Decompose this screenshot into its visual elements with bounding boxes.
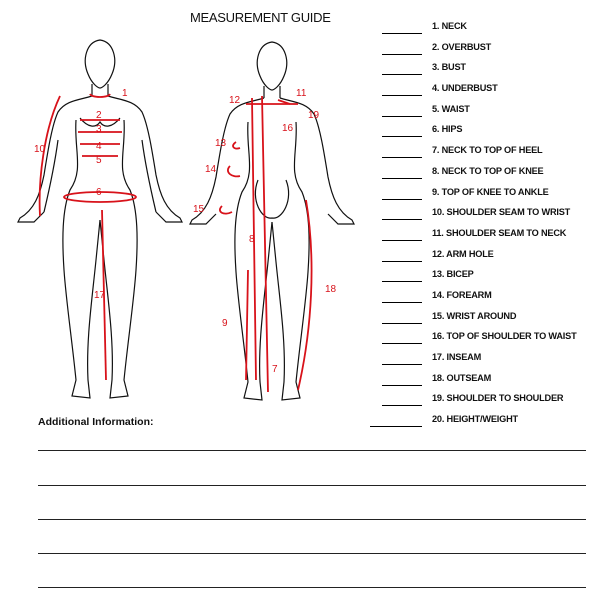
- diagram-number-4: 4: [96, 141, 102, 152]
- measurement-list: [382, 20, 597, 434]
- write-in-blank[interactable]: [382, 116, 422, 117]
- measurement-label: 20. HEIGHT/WEIGHT: [432, 414, 518, 425]
- diagram-number-13: 13: [215, 138, 227, 149]
- diagram-number-17: 17: [94, 290, 106, 301]
- diagram-number-12: 12: [229, 95, 241, 106]
- measurement-numbers: [34, 88, 337, 375]
- measurement-label: 4. UNDERBUST: [432, 83, 498, 94]
- write-in-line[interactable]: [38, 587, 586, 588]
- measurement-label: 12. ARM HOLE: [432, 248, 494, 259]
- list-item: [382, 144, 597, 165]
- measurement-label: 11. SHOULDER SEAM TO NECK: [432, 227, 567, 238]
- measurement-label: 18. OUTSEAM: [432, 372, 492, 383]
- write-in-blank[interactable]: [382, 157, 422, 158]
- write-in-line[interactable]: [38, 519, 586, 520]
- list-item: [382, 268, 597, 289]
- list-item: [382, 206, 597, 227]
- front-figure: [18, 40, 182, 398]
- measurement-label: 19. SHOULDER TO SHOULDER: [432, 393, 564, 404]
- measurement-label: 15. WRIST AROUND: [432, 310, 517, 321]
- write-in-blank[interactable]: [382, 136, 422, 137]
- list-item: [382, 227, 597, 248]
- diagram-number-16: 16: [282, 123, 294, 134]
- measurement-label: 3. BUST: [432, 62, 466, 73]
- back-figure: [190, 42, 354, 400]
- write-in-blank[interactable]: [382, 343, 422, 344]
- write-in-blank[interactable]: [382, 54, 422, 55]
- list-item: [382, 186, 597, 207]
- write-in-line[interactable]: [38, 485, 586, 486]
- measurement-label: 2. OVERBUST: [432, 41, 492, 52]
- list-item: [382, 330, 597, 351]
- list-item: [382, 248, 597, 269]
- measurement-marks: [40, 94, 312, 392]
- measurement-label: 16. TOP OF SHOULDER TO WAIST: [432, 331, 577, 342]
- diagram-number-14: 14: [205, 164, 217, 175]
- write-in-blank[interactable]: [382, 281, 422, 282]
- diagram-number-15: 15: [193, 204, 205, 215]
- list-item: [382, 372, 597, 393]
- measurement-label: 13. BICEP: [432, 269, 474, 280]
- measurement-label: 10. SHOULDER SEAM TO WRIST: [432, 207, 571, 218]
- list-item: [382, 413, 597, 434]
- write-in-blank[interactable]: [382, 261, 422, 262]
- measurement-label: 9. TOP OF KNEE TO ANKLE: [432, 186, 549, 197]
- measurement-label: 7. NECK TO TOP OF HEEL: [432, 145, 543, 156]
- diagram-number-8: 8: [249, 234, 255, 245]
- list-item: [382, 123, 597, 144]
- diagram-number-6: 6: [96, 187, 102, 198]
- page-title: MEASUREMENT GUIDE: [190, 10, 331, 25]
- list-item: [382, 351, 597, 372]
- write-in-blank[interactable]: [382, 405, 422, 406]
- write-in-line[interactable]: [38, 450, 586, 451]
- diagram-number-18: 18: [325, 284, 337, 295]
- list-item: [382, 61, 597, 82]
- list-item: [382, 165, 597, 186]
- write-in-blank[interactable]: [370, 426, 422, 427]
- write-in-blank[interactable]: [382, 219, 422, 220]
- measurement-label: 5. WAIST: [432, 103, 470, 114]
- list-item: [382, 103, 597, 124]
- write-in-blank[interactable]: [382, 33, 422, 34]
- list-item: [382, 392, 597, 413]
- write-in-blank[interactable]: [382, 74, 422, 75]
- write-in-blank[interactable]: [382, 178, 422, 179]
- diagram-number-19: 19: [308, 110, 320, 121]
- write-in-blank[interactable]: [382, 95, 422, 96]
- write-in-blank[interactable]: [382, 364, 422, 365]
- list-item: [382, 82, 597, 103]
- additional-info-label: Additional Information:: [38, 416, 154, 428]
- diagram-number-9: 9: [222, 318, 228, 329]
- diagram-number-3: 3: [96, 124, 102, 135]
- write-in-blank[interactable]: [382, 323, 422, 324]
- write-in-blank[interactable]: [382, 302, 422, 303]
- measurement-label: 8. NECK TO TOP OF KNEE: [432, 165, 544, 176]
- list-item: [382, 20, 597, 41]
- write-in-blank[interactable]: [382, 385, 422, 386]
- list-item: [382, 289, 597, 310]
- measurement-label: 17. INSEAM: [432, 352, 482, 362]
- write-in-blank[interactable]: [382, 240, 422, 241]
- measurement-label: 1. NECK: [432, 21, 467, 31]
- write-in-blank[interactable]: [382, 199, 422, 200]
- diagram-number-5: 5: [96, 155, 102, 166]
- diagram-number-11: 11: [296, 88, 307, 99]
- measurement-label: 6. HIPS: [432, 124, 463, 135]
- diagram-number-1: 1: [122, 88, 128, 99]
- diagram-number-2: 2: [96, 110, 102, 121]
- write-in-line[interactable]: [38, 553, 586, 554]
- list-item: [382, 310, 597, 331]
- diagram-number-10: 10: [34, 144, 46, 155]
- list-item: [382, 41, 597, 62]
- diagram-number-7: 7: [272, 364, 278, 375]
- measurement-label: 14. FOREARM: [432, 289, 492, 300]
